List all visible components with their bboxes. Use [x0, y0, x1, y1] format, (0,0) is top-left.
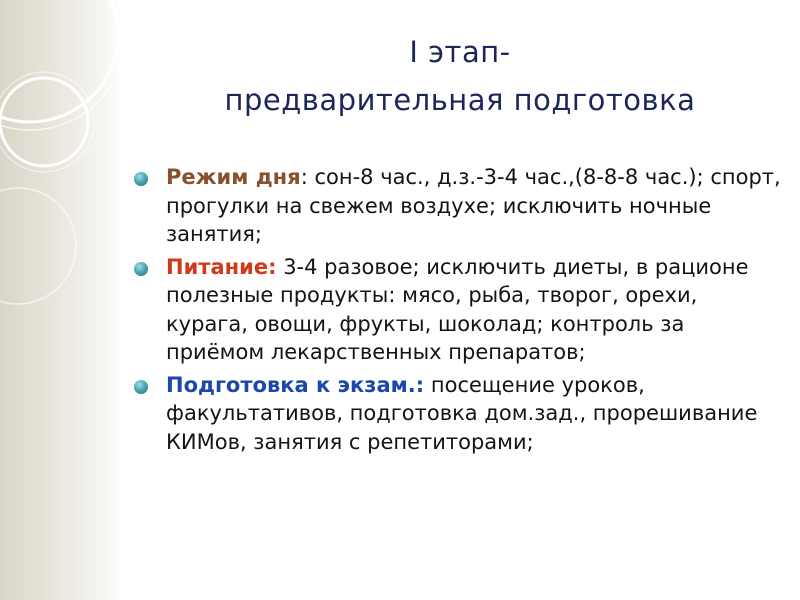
bullet-separator	[424, 373, 431, 397]
slide-title	[120, 28, 800, 124]
bullet-dot-icon	[134, 380, 148, 394]
bullet-item-nutrition	[134, 253, 784, 367]
bullet-text: посещение уроков, факультативов, подготовка дом.зад., прорешивание КИМов, занятия с репетиторами;	[166, 372, 758, 454]
title-line-1: I этап-	[409, 35, 511, 69]
bullet-dot-icon	[134, 172, 148, 186]
bullet-text: 3-4 разовое; исключить диеты, в рационе полезные продукты: мясо, рыба, творог, орехи, курага, овощи, фрукты, шоколад; контроль за приёмом лекарственных препаратов;	[166, 254, 749, 364]
bullet-heading: Питание:	[166, 254, 277, 279]
title-line-2: предварительная подготовка	[224, 83, 696, 117]
bullet-dot-icon	[134, 262, 148, 276]
bullet-heading: Режим дня	[166, 165, 301, 189]
bullet-heading: Подготовка к экзам.:	[166, 372, 425, 397]
bullet-list	[134, 163, 784, 460]
bullet-separator: :	[300, 165, 315, 189]
bullet-item-exam-preparation	[134, 371, 784, 457]
bullet-text: сон-8 час., д.з.-3-4 час.,(8-8-8 час.); спорт, прогулки на свежем воздухе; исключить ночные занятия;	[166, 165, 781, 246]
bullet-item-daily-regime	[134, 163, 784, 249]
